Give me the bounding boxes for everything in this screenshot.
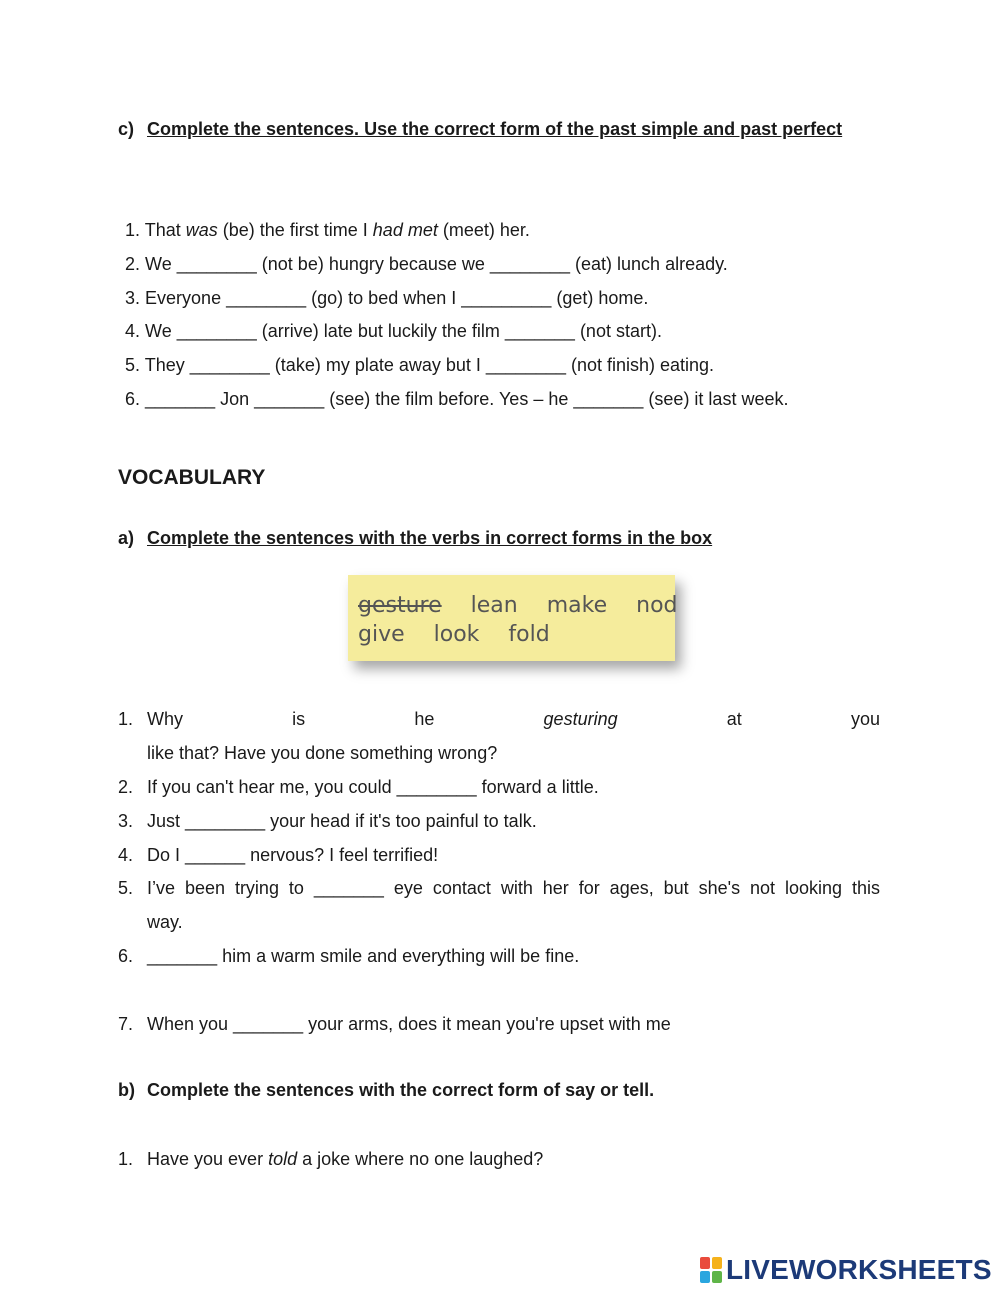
sentence-text: Everyone ________ (go) to bed when I _________ (get) home.	[145, 288, 649, 308]
section-a-instruction: Complete the sentences with the verbs in correct forms in the box	[147, 528, 713, 548]
item-number: 5.	[118, 878, 134, 898]
word-box-word: gesture	[358, 593, 442, 618]
section-a-marker: a)	[118, 528, 135, 548]
logo-text: LIVEWORKSHEETS	[726, 1254, 992, 1285]
sentence-text: We ________ (arrive) late but luckily the film _______ (not start).	[145, 321, 662, 341]
sentence-text: _______ him a warm smile and everything will be fine.	[147, 946, 580, 966]
list-item-continuation: way.	[147, 912, 183, 932]
word-box-row	[358, 622, 572, 647]
list-item: 6. _______ him a warm smile and everything will be fine.	[118, 946, 580, 966]
list-item: 3. Just ________ your head if it's too painful to talk.	[118, 811, 537, 831]
list-item: 7. When you _______ your arms, does it mean you're upset with me	[118, 1014, 671, 1034]
item-number: 1.	[118, 709, 134, 729]
list-item: 6. _______ Jon _______ (see) the film before. Yes – he _______ (see) it last week.	[125, 389, 789, 409]
section-c-instruction: Complete the sentences. Use the correct form of the past simple and past perfect	[147, 119, 843, 139]
example-answer: was	[185, 220, 218, 240]
word-box-word: give	[358, 622, 405, 647]
word-box-word: make	[546, 593, 608, 618]
list-item: I’ve been trying to _______ eye contact with her for ages, but she's not looking this	[147, 878, 880, 898]
word-box-word: nod	[636, 593, 678, 618]
example-answer: had met	[372, 220, 438, 240]
example-answer: told	[268, 1149, 298, 1169]
list-item: 4. We ________ (arrive) late but luckily the film _______ (not start).	[125, 321, 662, 341]
list-item: 5. They ________ (take) my plate away but I ________ (not finish) eating.	[125, 355, 715, 375]
word-box-word: look	[433, 622, 480, 647]
section-b-marker: b)	[118, 1080, 135, 1100]
list-item: 2. If you can't hear me, you could ________ forward a little.	[118, 777, 599, 797]
section-b-heading	[118, 1073, 880, 1107]
sentence-text: If you can't hear me, you could ________ forward a little.	[147, 777, 599, 797]
sentence-text: Just ________ your head if it's too painful to talk.	[147, 811, 537, 831]
sentence-text: _______ Jon _______ (see) the film before. Yes – he _______ (see) it last week.	[145, 389, 789, 409]
list-item: 2. We ________ (not be) hungry because we ________ (eat) lunch already.	[125, 254, 728, 274]
section-c-marker: c)	[118, 119, 135, 139]
sentence-text: We ________ (not be) hungry because we ________ (eat) lunch already.	[145, 254, 728, 274]
list-item: 1. Have you ever told a joke where no one laughed?	[118, 1149, 544, 1169]
example-answer: gesturing	[543, 709, 618, 729]
word-box-word: lean	[470, 593, 518, 618]
vocabulary-title: VOCABULARY	[118, 466, 266, 489]
logo-tiles-icon	[700, 1257, 722, 1283]
list-item: 3. Everyone ________ (go) to bed when I _________ (get) home.	[125, 288, 649, 308]
list-item: Why is he gesturing at you	[147, 709, 880, 729]
list-item: 1. That was (be) the first time I had met (meet) her.	[125, 220, 530, 240]
word-box	[348, 575, 678, 661]
sentence-text: Do I ______ nervous? I feel terrified!	[147, 845, 439, 865]
word-box-word: fold	[508, 622, 550, 647]
section-a-heading	[118, 521, 880, 555]
section-b-instruction: Complete the sentences with the correct form of say or tell.	[147, 1080, 655, 1100]
list-item-continuation: like that? Have you done something wrong?	[147, 743, 498, 763]
sentence-text: When you _______ your arms, does it mean you're upset with me	[147, 1014, 671, 1034]
sentence-text: They ________ (take) my plate away but I ________ (not finish) eating.	[144, 355, 715, 375]
list-item: 4. Do I ______ nervous? I feel terrified!	[118, 845, 439, 865]
word-box-row	[358, 593, 700, 618]
liveworksheets-logo[interactable]	[700, 1252, 992, 1288]
section-c-heading	[118, 112, 880, 146]
